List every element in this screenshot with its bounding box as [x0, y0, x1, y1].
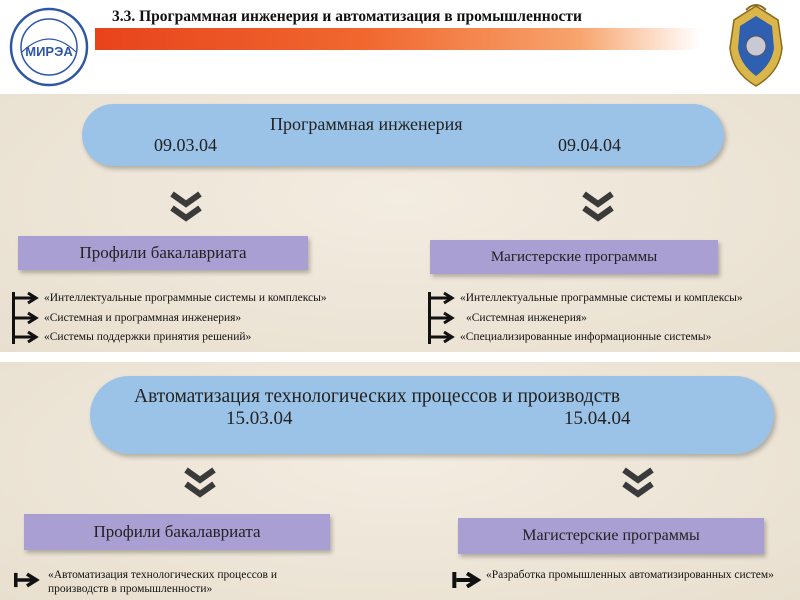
chevron-down-icon	[580, 190, 616, 224]
header-accent-bar	[95, 28, 700, 50]
direction-title: Программная инженерия	[270, 114, 463, 134]
direction-code-master: 15.04.04	[564, 408, 631, 429]
list-item: «Интеллектуальные программные системы и комплексы»	[460, 292, 743, 304]
chevron-down-icon	[182, 466, 218, 500]
chevron-down-icon	[168, 190, 204, 224]
bachelor-profiles-box: Профили бакалавриата	[18, 236, 308, 270]
direction-code-bachelor: 09.03.04	[154, 135, 217, 155]
list-item: «Разработка промышленных автоматизированных систем»	[486, 569, 774, 581]
list-bracket-icon	[426, 290, 462, 346]
list-item: «Интеллектуальные программные системы и комплексы»	[44, 292, 327, 304]
list-item: «Системная и программная инженерия»	[44, 312, 242, 324]
logo-text: МИРЭА	[25, 44, 73, 59]
master-programs-box: Магистерские программы	[458, 518, 764, 554]
chevron-down-icon	[620, 466, 656, 500]
list-item: «Специализированные информационные системы»	[460, 331, 712, 343]
list-item: «Системная инженерия»	[466, 312, 587, 324]
list-item: «Системы поддержки принятия решений»	[44, 331, 252, 343]
emblem-icon	[720, 0, 792, 92]
bachelor-profiles-box: Профили бакалавриата	[24, 514, 330, 550]
arrow-right-icon	[14, 572, 40, 588]
slide-title: 3.3. Программная инженерия и автоматизация в промышленности	[112, 8, 582, 25]
direction-code-master: 09.04.04	[558, 135, 621, 155]
direction-code-bachelor: 15.03.04	[226, 408, 293, 429]
slide-header	[0, 0, 800, 92]
arrow-right-icon	[452, 572, 482, 588]
section-automation	[0, 362, 800, 600]
master-programs-box: Магистерские программы	[430, 240, 718, 274]
list-bracket-icon	[10, 290, 46, 346]
section-software-engineering	[0, 94, 800, 352]
list-item: «Автоматизация технологических процессов и производств в промышленности»	[48, 569, 278, 595]
direction-pill	[82, 104, 724, 166]
mirea-logo	[8, 6, 90, 88]
direction-title: Автоматизация технологических процессов и производств	[134, 386, 621, 407]
direction-pill	[90, 376, 774, 454]
